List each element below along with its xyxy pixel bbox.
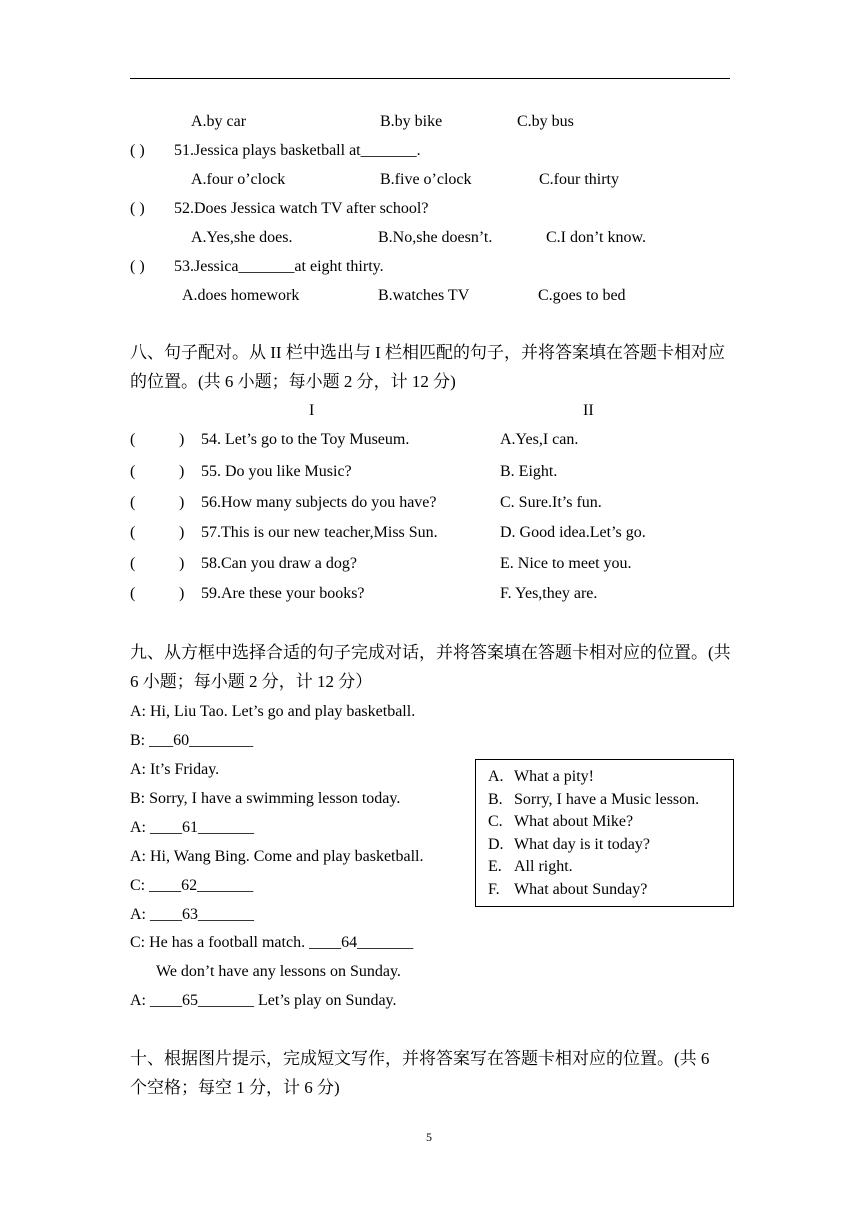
q53-option-c: C.goes to bed bbox=[538, 287, 626, 304]
bracket-open: ( bbox=[130, 524, 136, 541]
q53-option-b: B.watches TV bbox=[378, 287, 470, 304]
answer-c: C. Sure.It’s fun. bbox=[500, 494, 602, 511]
dialogue-line: A: It’s Friday. bbox=[130, 761, 220, 778]
question-53: 53.Jessica_______at eight thirty. bbox=[174, 258, 384, 275]
answer-bracket: ( ) bbox=[130, 142, 145, 159]
page-number: 5 bbox=[426, 1130, 432, 1144]
part8-heading-line1: 八、句子配对。从 II 栏中选出与 I 栏相匹配的句子，并将答案填在答题卡相对应 bbox=[130, 343, 725, 362]
option-letter: A. bbox=[488, 768, 504, 785]
question-51: 51.Jessica plays basketball at_______. bbox=[174, 142, 421, 159]
q50-option-a: A.by car bbox=[191, 113, 247, 130]
q52-option-a: A.Yes,she does. bbox=[191, 229, 293, 246]
dialogue-line-blank-60: B: ___60________ bbox=[130, 732, 254, 749]
answer-bracket: ( ) bbox=[130, 200, 145, 217]
column-ii-header: II bbox=[583, 402, 594, 419]
option-text: What about Sunday? bbox=[514, 881, 648, 898]
option-text: What day is it today? bbox=[514, 836, 650, 853]
dialogue-line-blank-64: C: He has a football match. ____64_______ bbox=[130, 934, 414, 951]
bracket-close: ) bbox=[179, 585, 185, 602]
options-box bbox=[475, 759, 734, 907]
box-option bbox=[488, 812, 633, 832]
q52-option-b: B.No,she doesn’t. bbox=[378, 229, 493, 246]
bracket-open: ( bbox=[130, 431, 136, 448]
option-text: What a pity! bbox=[514, 768, 594, 785]
header-rule bbox=[130, 78, 730, 79]
question-58: 58.Can you draw a dog? bbox=[201, 555, 357, 572]
answer-b: B. Eight. bbox=[500, 463, 558, 480]
bracket-open: ( bbox=[130, 494, 136, 511]
dialogue-line-blank-62: C: ____62_______ bbox=[130, 877, 254, 894]
part9-heading-line1: 九、从方框中选择合适的句子完成对话，并将答案填在答题卡相对应的位置。(共 bbox=[130, 643, 731, 662]
bracket-open: ( bbox=[130, 585, 136, 602]
dialogue-line-blank-65: A: ____65_______ Let’s play on Sunday. bbox=[130, 992, 397, 1009]
box-option bbox=[488, 880, 647, 900]
bracket-close: ) bbox=[179, 494, 185, 511]
q51-option-b: B.five o’clock bbox=[380, 171, 472, 188]
option-text: Sorry, I have a Music lesson. bbox=[514, 791, 700, 808]
dialogue-line: We don’t have any lessons on Sunday. bbox=[156, 963, 401, 980]
box-option bbox=[488, 857, 573, 877]
part8-heading-line2: 的位置。(共 6 小题；每小题 2 分，计 12 分) bbox=[130, 372, 456, 391]
question-52: 52.Does Jessica watch TV after school? bbox=[174, 200, 429, 217]
q52-option-c: C.I don’t know. bbox=[546, 229, 646, 246]
question-55: 55. Do you like Music? bbox=[201, 463, 352, 480]
answer-bracket: ( ) bbox=[130, 258, 145, 275]
dialogue-line: A: Hi, Wang Bing. Come and play basketball. bbox=[130, 848, 424, 865]
option-letter: F. bbox=[488, 881, 500, 898]
bracket-open: ( bbox=[130, 463, 136, 480]
part9-heading-line2: 6 小题；每小题 2 分，计 12 分） bbox=[130, 672, 373, 691]
bracket-close: ) bbox=[179, 431, 185, 448]
dialogue-line: B: Sorry, I have a swimming lesson today. bbox=[130, 790, 401, 807]
box-option bbox=[488, 790, 699, 810]
dialogue-line-blank-63: A: ____63_______ bbox=[130, 906, 254, 923]
option-letter: B. bbox=[488, 791, 503, 808]
option-letter: D. bbox=[488, 836, 504, 853]
part10-heading-line2: 个空格；每空 1 分，计 6 分) bbox=[130, 1078, 340, 1097]
q51-option-c: C.four thirty bbox=[539, 171, 619, 188]
question-59: 59.Are these your books? bbox=[201, 585, 365, 602]
option-text: What about Mike? bbox=[514, 813, 634, 830]
question-57: 57.This is our new teacher,Miss Sun. bbox=[201, 524, 438, 541]
option-letter: C. bbox=[488, 813, 503, 830]
option-text: All right. bbox=[514, 858, 573, 875]
bracket-close: ) bbox=[179, 463, 185, 480]
box-option bbox=[488, 767, 594, 787]
part10-heading-line1: 十、根据图片提示，完成短文写作，并将答案写在答题卡相对应的位置。(共 6 bbox=[130, 1049, 710, 1068]
bracket-open: ( bbox=[130, 555, 136, 572]
q50-option-b: B.by bike bbox=[380, 113, 443, 130]
bracket-close: ) bbox=[179, 555, 185, 572]
dialogue-line-blank-61: A: ____61_______ bbox=[130, 819, 254, 836]
answer-a: A.Yes,I can. bbox=[500, 431, 579, 448]
q51-option-a: A.four o’clock bbox=[191, 171, 286, 188]
option-letter: E. bbox=[488, 858, 502, 875]
question-56: 56.How many subjects do you have? bbox=[201, 494, 437, 511]
answer-e: E. Nice to meet you. bbox=[500, 555, 632, 572]
question-54: 54. Let’s go to the Toy Museum. bbox=[201, 431, 410, 448]
q53-option-a: A.does homework bbox=[182, 287, 300, 304]
dialogue-line: A: Hi, Liu Tao. Let’s go and play basketball. bbox=[130, 703, 416, 720]
answer-d: D. Good idea.Let’s go. bbox=[500, 524, 646, 541]
bracket-close: ) bbox=[179, 524, 185, 541]
box-option bbox=[488, 835, 650, 855]
q50-option-c: C.by bus bbox=[517, 113, 574, 130]
column-i-header: I bbox=[309, 402, 315, 419]
answer-f: F. Yes,they are. bbox=[500, 585, 598, 602]
